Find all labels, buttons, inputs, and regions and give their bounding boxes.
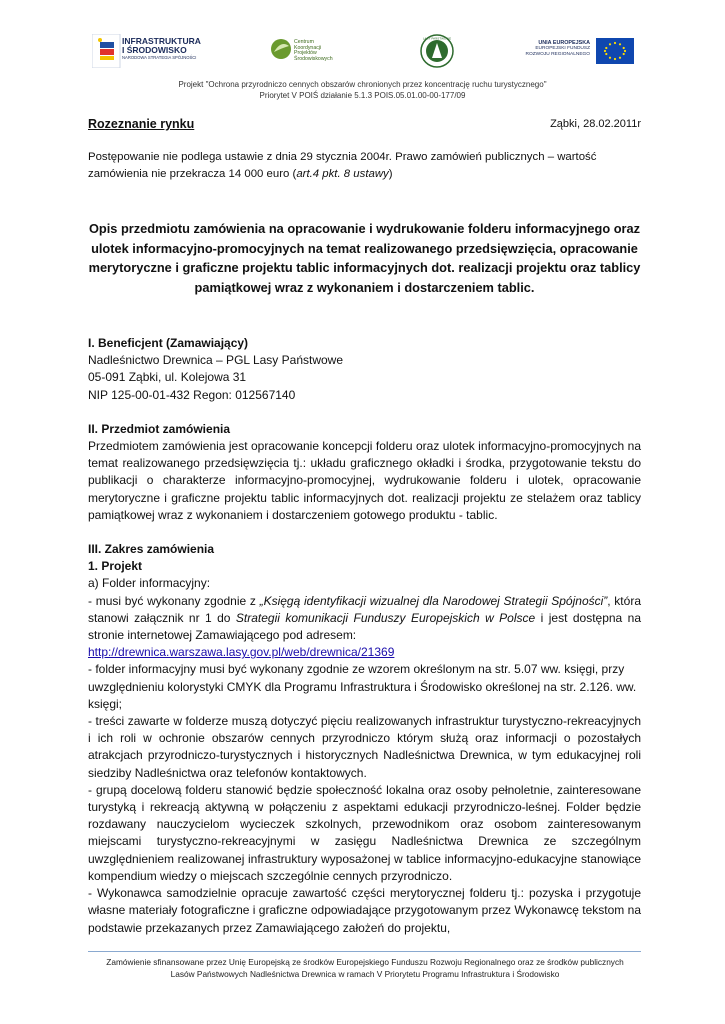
bullet-2: - folder informacyjny musi być wykonany zgodnie ze wzorem określonym na str. 5.07 ww. księgi, przy uwzględnieniu kolorystyki CMYK dla Programu Infrastruktura i Środowisko określonej na str. 2.126. ww. księgi; xyxy=(88,662,637,711)
footer-divider xyxy=(88,951,641,952)
lasy-panstwowe-emblem xyxy=(420,34,454,68)
project-line-1: Projekt "Ochrona przyrodniczo cennych obszarów chronionych przez koncentrację ruchu turystycznego" xyxy=(178,80,547,89)
leaf-icon xyxy=(270,38,292,60)
note-part2: ) xyxy=(388,168,393,180)
logo3-text: LASY PAŃSTWOWE xyxy=(422,36,452,41)
subject-title: Opis przedmiotu zamówienia na opracowanie i wydrukowanie folderu informacyjnego oraz ulotek informacyjno-promocyjnych na temat realizowanego przedsięwzięcia, opracowanie merytoryczne i graficzne projektu tablic informacyjnych dot. realizacji projektu oraz tablicy pamiątkowej wraz z wykonaniem i dostarczeniem tablic. xyxy=(88,221,641,295)
footer xyxy=(80,956,650,980)
section1-line3: NIP 125-00-01-432 Regon: 012567140 xyxy=(88,387,296,402)
nss-flag-icon xyxy=(92,34,122,68)
logo2-line2: Koordynacji xyxy=(294,44,322,51)
procurement-note xyxy=(88,149,641,183)
logo1-line2: I ŚRODOWISKO xyxy=(122,45,187,55)
document-body xyxy=(88,335,641,937)
ue-line2: EUROPEJSKI FUNDUSZ xyxy=(535,46,590,51)
drewnica-link[interactable]: http://drewnica.warszawa.lasy.gov.pl/web/drewnica/21369 xyxy=(88,645,395,660)
section2-heading: II. Przedmiot zamówienia xyxy=(88,421,231,436)
section3-heading: III. Zakres zamówienia xyxy=(88,542,215,557)
header-logos xyxy=(92,32,632,72)
bullet-1: - musi być wykonany zgodnie z „Księgą identyfikacji wizualnej dla Narodowej Strategii Spójności”, która stanowi załącznik nr 1 do Strategii komunikacji Funduszy Europejskich w Polsce i jest dostępna na stronie internetowej Zamawiającego pod adresem: xyxy=(88,593,642,643)
logo2-line4: Środowiskowych xyxy=(294,55,333,62)
doc-title: Rozeznanie rynku xyxy=(88,117,195,131)
logo1-line3: NARODOWA STRATEGIA SPÓJNOŚCI xyxy=(122,55,197,60)
ue-line3: ROZWOJU REGIONALNEGO xyxy=(525,52,590,57)
logo1-line1: INFRASTRUKTURA xyxy=(122,36,201,46)
infrastruktura-logo xyxy=(92,32,242,70)
logo2-line3: Projektów xyxy=(294,50,317,57)
note-italic: art.4 pkt. 8 ustawy xyxy=(296,168,389,180)
bullet-5: - Wykonawca samodzielnie opracuje zawartość części merytorycznej folderu tj.: pozyska i przygotuje własne materiały fotograficzne i graficzne odpowiadające przygotowanym przez Wykonawcę tekstom na podstawie przekazanych przez Zamawiającego założeń do projektu, xyxy=(88,886,641,935)
ckps-logo xyxy=(270,32,360,70)
section1-line2: 05-091 Ząbki, ul. Kolejowa 31 xyxy=(88,370,247,385)
section1-heading: I. Beneficjent (Zamawiający) xyxy=(88,336,249,350)
section2-text: Przedmiotem zamówienia jest opracowanie koncepcji folderu oraz ulotek informacyjno-promocyjnych na temat realizowanego przedsięwzięcia tj.: układu graficznego okładki i środka, przygotowanie tekstu do publikacji o charakterze informacyjno-promocyjnej, wydrukowanie folderu i ulotek, opracowanie merytoryczne i graficzne projektu tablic informacyjnych dot. realizacji projektu ze stelażem oraz tablicy pamiątkowej wraz z wykonaniem i dostarczeniem gotowego produktu - tablic. xyxy=(88,439,641,522)
eu-flag-icon xyxy=(596,38,634,64)
project-line-2: Priorytet V POIŚ działanie 5.1.3 POIS.05.01.00-00-177/09 xyxy=(259,91,466,100)
lasy-panstwowe-logo xyxy=(420,32,460,70)
doc-heading-row xyxy=(88,117,641,131)
footer-line1: Zamówienie sfinansowane przez Unię Europejską ze środków Europejskiego Funduszu Rozwoju Regionalnego oraz ze środków publicznych xyxy=(106,957,624,967)
note-part1: Postępowanie nie podlega ustawie z dnia 29 stycznia 2004r. Prawo zamówień publicznych – wartość zamówienia nie przekracza 14 000 euro ( xyxy=(88,151,597,180)
doc-date: Ząbki, 28.02.2011r xyxy=(550,118,641,130)
footer-line2: Lasów Państwowych Nadleśnictwa Drewnica w ramach V Priorytetu Programu Infrastruktura i Środowisko xyxy=(170,969,560,979)
bullet-3: - treści zawarte w folderze muszą dotyczyć pięciu realizowanych infrastruktur turystyczno-rekreacyjnych i ich roli w ochronie obszarów cennych przyrodniczo którym służą oraz informacji o pozostałych atrakcjach przyrodniczo-turystycznych i historycznych Nadleśnictwa Drewnica, w tym edukacyjnej roli siedziby Nadleśnictwa oraz telefonów kontaktowych. xyxy=(88,714,641,780)
section3-sub1: 1. Projekt xyxy=(88,559,143,574)
item-a: a) Folder informacyjny: xyxy=(88,576,211,591)
logo2-line1: Centrum xyxy=(294,39,314,45)
ue-line1: UNIA EUROPEJSKA xyxy=(538,40,590,46)
eu-logo xyxy=(512,32,637,70)
bullet-4: - grupą docelową folderu stanowić będzie społeczność lokalna oraz osoby pełnoletnie, zainteresowane turystyką i rekreacją aktywną w połączeniu z aspektami edukacji przyrodniczo-leśnej. Folder będzie rozdawany nauczycielom wycieczek szkolnych, przewodnikom oraz osobom zainteresowanym miejscami turystyczno-rekreacyjnymi w zasięgu Nadleśnictwa Drewnica ze szczególnym uwzględnieniem realizowanej infrastruktury wyposażonej w tablice informacyjno-edukacyjne stanowiące kompendium wiedzy o miejscach szczególnie cennych przyrodniczo. xyxy=(88,782,641,883)
section1-line1: Nadleśnictwo Drewnica – PGL Lasy Państwowe xyxy=(88,353,344,368)
